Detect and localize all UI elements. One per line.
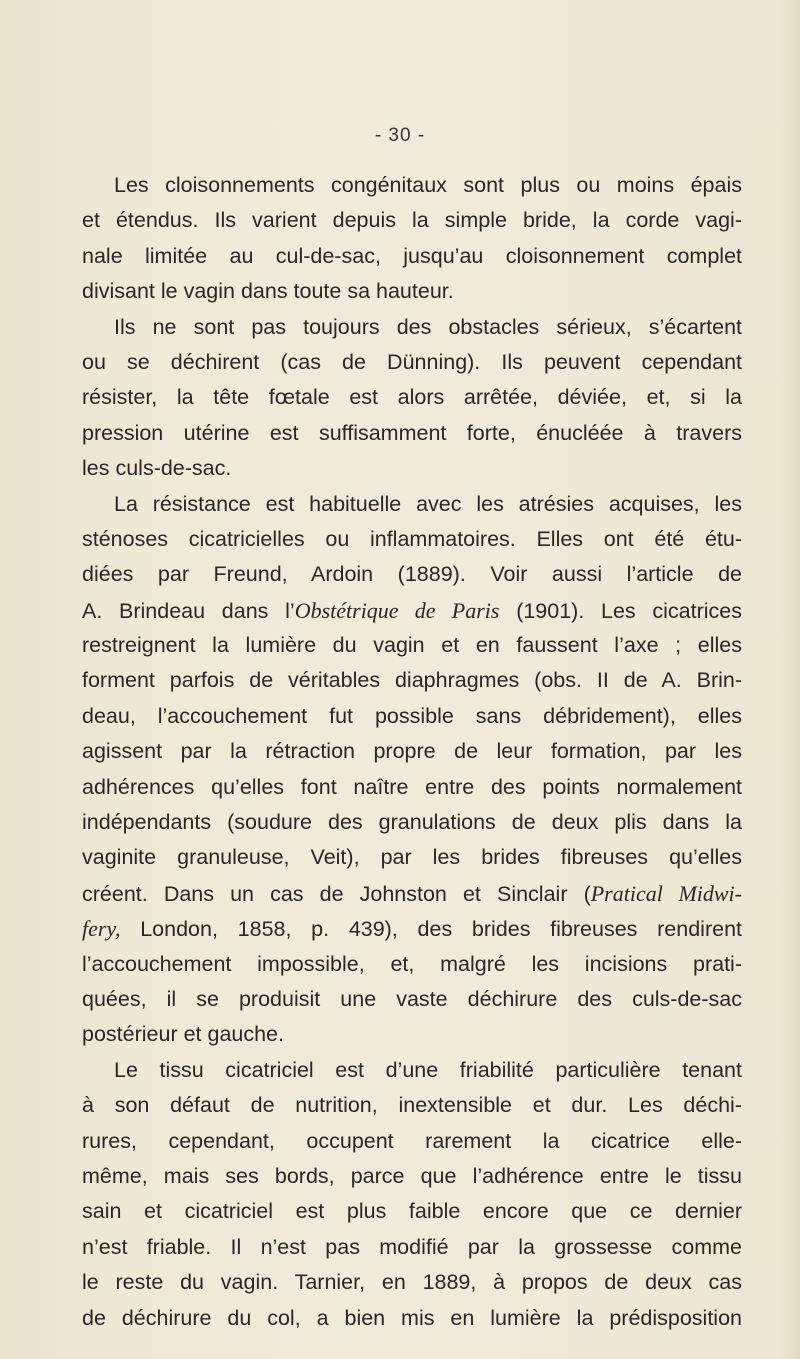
text-line: agissent par la rétraction propre de leur formation, par les	[82, 739, 742, 764]
text-line: de déchirure du col, a bien mis en lumière la prédisposition	[82, 1305, 742, 1330]
page-number: - 30 -	[374, 125, 426, 146]
italic-title: fery,	[82, 916, 121, 942]
text-line: à son défaut de nutrition, inextensible et dur. Les déchi-	[82, 1093, 742, 1118]
text-line: sténoses cicatricielles ou inflammatoires. Elles ont été étu-	[82, 526, 742, 551]
text-run: London, 1858, p. 439), des brides fibreuses rendirent	[120, 917, 742, 942]
text-line: indépendants (soudure des granulations de deux plis dans la	[82, 810, 742, 835]
text-line: adhérences qu’elles font naître entre des points normalement	[82, 774, 742, 799]
text-line: sain et cicatriciel est plus faible encore que ce dernier	[82, 1199, 742, 1224]
italic-title: Pratical Midwi-	[590, 880, 742, 906]
text-line: pression utérine est suffisamment forte, énucléée à travers	[82, 420, 742, 445]
text-line: postérieur et gauche.	[82, 1022, 284, 1047]
text-line: forment parfois de véritables diaphragmes (obs. II de A. Brin-	[82, 668, 742, 693]
italic-title: Obstétrique de Paris	[294, 597, 500, 623]
text-line: Les cloisonnements congénitaux sont plus ou moins épais	[114, 173, 742, 197]
text-line: Le tissu cicatriciel est d’une friabilité particulière tenant	[114, 1057, 742, 1082]
text-run: A. Brindeau dans l’	[82, 598, 295, 623]
text-line: les culs-de-sac.	[82, 456, 232, 481]
text-line: vaginite granuleuse, Veit), par les brides fibreuses qu’elles	[82, 845, 742, 870]
text-line: nale limitée au cul-de-sac, jusqu’au cloisonnement complet	[82, 243, 742, 268]
text-line: divisant le vagin dans toute sa hauteur.	[82, 279, 454, 304]
text-line: n’est friable. Il n’est pas modifié par la grossesse comme	[82, 1234, 742, 1259]
text-line: même, mais ses bords, parce que l’adhérence entre le tissu	[82, 1163, 742, 1188]
text-line: et étendus. Ils varient depuis la simple bride, la corde vagi-	[82, 208, 742, 233]
text-line: quées, il se produisit une vaste déchirure des culs-de-sac	[82, 986, 742, 1011]
text-line: Ils ne sont pas toujours des obstacles sérieux, s’écartent	[114, 314, 742, 339]
text-line: La résistance est habituelle avec les atrésies acquises, les	[114, 491, 742, 516]
text-line: le reste du vagin. Tarnier, en 1889, à propos de deux cas	[82, 1270, 742, 1295]
text-line: résister, la tête fœtale est alors arrêtée, déviée, et, si la	[82, 385, 742, 410]
text-line: ou se déchirent (cas de Dünning). Ils peuvent cependant	[82, 349, 742, 374]
text-line	[82, 876, 742, 911]
body-text	[82, 168, 742, 1336]
text-line	[82, 911, 742, 946]
page-edge-shadow	[782, 0, 800, 1359]
text-line: rures, cependant, occupent rarement la cicatrice elle-	[82, 1128, 742, 1153]
text-line: diées par Freund, Ardoin (1889). Voir aussi l’article de	[82, 562, 742, 587]
text-run: (1901). Les cicatrices	[499, 598, 742, 623]
text-line: restreignent la lumière du vagin et en faussent l’axe ; elles	[82, 633, 742, 658]
text-line: deau, l’accouchement fut possible sans débridement), elles	[82, 703, 742, 728]
text-line: l’accouchement impossible, et, malgré les incisions prati-	[82, 951, 742, 976]
text-run: créent. Dans un cas de Johnston et Sinclair (	[82, 881, 591, 906]
text-line	[82, 593, 742, 628]
